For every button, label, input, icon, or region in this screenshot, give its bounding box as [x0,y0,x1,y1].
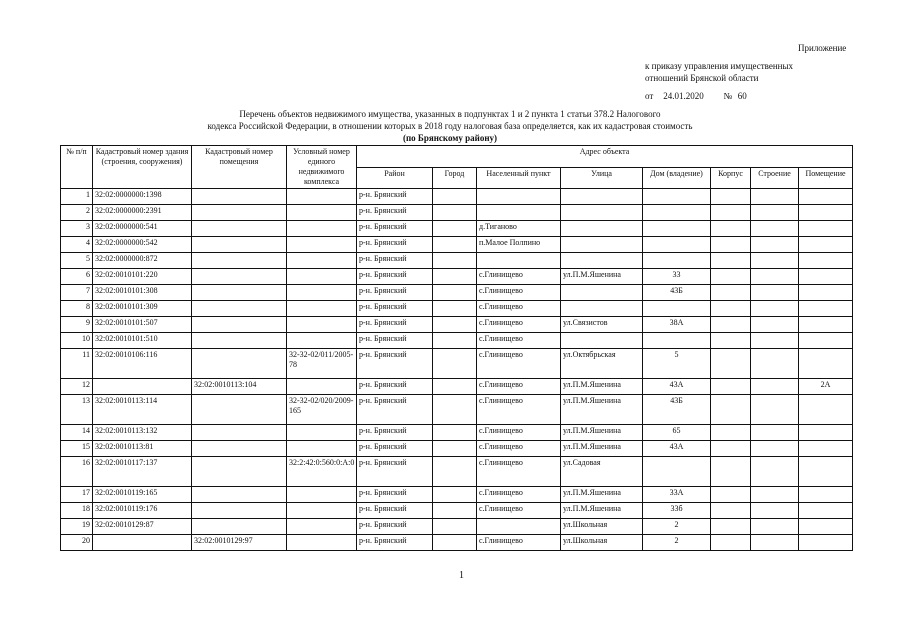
cell-num: 1 [61,189,93,205]
header-district: Район [357,167,433,189]
cell-num: 7 [61,285,93,301]
cell-city [433,333,477,349]
cell-district: р-н. Брянский [357,301,433,317]
cell-cad-building: 32:02:0000000:541 [93,221,192,237]
cell-district: р-н. Брянский [357,395,433,425]
cell-city [433,285,477,301]
cell-house [643,301,711,317]
cell-korpus [711,535,751,551]
cell-locality: с.Глинищево [477,269,561,285]
table-row [61,237,853,253]
cell-cond-num: 32:2:42:0:560:0:А:0 [287,457,357,487]
header-room: Помещение [799,167,853,189]
cell-cond-num [287,425,357,441]
cell-district: р-н. Брянский [357,189,433,205]
cell-cad-building: 32:02:0010101:308 [93,285,192,301]
cell-building [751,379,799,395]
cell-building [751,189,799,205]
cell-building [751,395,799,425]
cell-street [561,285,643,301]
cell-street: ул.П.М.Яшенина [561,379,643,395]
cell-cad-room [192,269,287,285]
cell-korpus [711,221,751,237]
header-locality: Населенный пункт [477,167,561,189]
cell-city [433,253,477,269]
cell-district: р-н. Брянский [357,457,433,487]
cell-cad-room [192,487,287,503]
cell-locality: с.Глинищево [477,301,561,317]
cell-room [799,503,853,519]
cell-cad-room [192,189,287,205]
cell-cond-num [287,535,357,551]
cell-num: 12 [61,379,93,395]
table-row [61,441,853,457]
table-row [61,487,853,503]
table-row [61,503,853,519]
cell-cad-room [192,349,287,379]
cell-cad-room [192,333,287,349]
cell-city [433,301,477,317]
property-table [60,145,853,551]
cell-cad-building: 32:02:0010119:165 [93,487,192,503]
cell-building [751,333,799,349]
cell-cad-building: 32:02:0010119:176 [93,503,192,519]
cell-num: 11 [61,349,93,379]
cell-room [799,221,853,237]
table-row [61,379,853,395]
cell-locality: д.Тиганово [477,221,561,237]
cell-cad-building: 32:02:0010113:81 [93,441,192,457]
cell-city [433,189,477,205]
cell-city [433,503,477,519]
cell-building [751,487,799,503]
cell-street [561,205,643,221]
cell-room [799,317,853,333]
cell-house: 2 [643,535,711,551]
table-row [61,253,853,269]
table-row [61,457,853,487]
cell-room [799,425,853,441]
cell-room [799,441,853,457]
order-date-line [645,90,793,102]
cell-city [433,379,477,395]
cell-house: 43А [643,379,711,395]
cell-house [643,253,711,269]
cell-room [799,189,853,205]
cell-house: 33 [643,269,711,285]
table-body [61,189,853,551]
cell-building [751,237,799,253]
cell-room [799,535,853,551]
order-reference [645,60,793,102]
cell-street: ул.Связистов [561,317,643,333]
cell-building [751,535,799,551]
cell-cond-num [287,285,357,301]
cell-house: 2 [643,519,711,535]
cell-house: 43А [643,441,711,457]
cell-korpus [711,285,751,301]
header-house: Дом (владение) [643,167,711,189]
table-row [61,349,853,379]
cell-city [433,487,477,503]
cell-cad-room [192,441,287,457]
cell-house [643,333,711,349]
cell-city [433,221,477,237]
cell-cad-building [93,535,192,551]
order-date: 24.01.2020 [663,91,704,101]
cell-num: 10 [61,333,93,349]
cell-city [433,269,477,285]
cell-cond-num [287,237,357,253]
table-row [61,301,853,317]
cell-street [561,221,643,237]
cell-building [751,205,799,221]
table-row [61,269,853,285]
cell-building [751,457,799,487]
cell-building [751,349,799,379]
header-street: Улица [561,167,643,189]
cell-locality: с.Глинищево [477,457,561,487]
cell-district: р-н. Брянский [357,269,433,285]
cell-num: 13 [61,395,93,425]
cell-korpus [711,301,751,317]
cell-num: 16 [61,457,93,487]
cell-cad-room [192,519,287,535]
cell-room [799,301,853,317]
cell-cad-building: 32:02:0010101:220 [93,269,192,285]
cell-cond-num: 32-32-02/020/2009-165 [287,395,357,425]
cell-num: 14 [61,425,93,441]
cell-house: 43Б [643,395,711,425]
cell-cad-room [192,221,287,237]
cell-cad-building: 32:02:0010106:116 [93,349,192,379]
cell-room [799,333,853,349]
cell-district: р-н. Брянский [357,349,433,379]
cell-district: р-н. Брянский [357,379,433,395]
cell-korpus [711,457,751,487]
cell-building [751,285,799,301]
cell-locality: с.Глинищево [477,379,561,395]
cell-num: 4 [61,237,93,253]
cell-street [561,333,643,349]
cell-num: 8 [61,301,93,317]
appendix-label: Приложение [798,43,847,53]
cell-street: ул.П.М.Яшенина [561,395,643,425]
cell-street: ул.П.М.Яшенина [561,441,643,457]
cell-korpus [711,317,751,333]
cell-room [799,253,853,269]
cell-korpus [711,425,751,441]
cell-cad-building: 32:02:0010101:510 [93,333,192,349]
cell-cad-building: 32:02:0000000:1398 [93,189,192,205]
cell-district: р-н. Брянский [357,519,433,535]
cell-house: 5 [643,349,711,379]
cell-street [561,253,643,269]
cell-cad-room [192,285,287,301]
cell-locality [477,189,561,205]
cell-district: р-н. Брянский [357,441,433,457]
cell-cad-building: 32:02:0000000:2391 [93,205,192,221]
cell-street [561,237,643,253]
cell-city [433,441,477,457]
cell-room [799,205,853,221]
cell-korpus [711,269,751,285]
header-num: № п/п [61,146,93,189]
cell-cond-num [287,205,357,221]
document-title [150,108,750,144]
order-number: 60 [737,91,747,101]
cell-cad-building: 32:02:0000000:542 [93,237,192,253]
cell-room [799,457,853,487]
cell-house [643,457,711,487]
cell-cad-room [192,395,287,425]
cell-district: р-н. Брянский [357,221,433,237]
cell-room: 2А [799,379,853,395]
cell-korpus [711,441,751,457]
cell-cond-num [287,379,357,395]
cell-building [751,503,799,519]
cell-cad-room [192,301,287,317]
cell-cond-num [287,317,357,333]
cell-district: р-н. Брянский [357,253,433,269]
cell-num: 18 [61,503,93,519]
cell-house [643,189,711,205]
cell-locality: с.Глинищево [477,503,561,519]
cell-building [751,301,799,317]
cell-cad-room: 32:02:0010113:104 [192,379,287,395]
header-address: Адрес объекта [357,146,853,168]
cell-building [751,269,799,285]
cell-room [799,237,853,253]
cell-street [561,301,643,317]
cell-street: ул.Октябрьская [561,349,643,379]
cell-cad-room [192,253,287,269]
cell-cond-num [287,253,357,269]
cell-house: 33б [643,503,711,519]
cell-city [433,395,477,425]
title-line-3: (по Брянскому району) [402,133,498,143]
cell-cond-num [287,333,357,349]
cell-cond-num [287,189,357,205]
cell-locality: с.Глинищево [477,285,561,301]
header-building: Строение [751,167,799,189]
cell-city [433,237,477,253]
cell-house: 65 [643,425,711,441]
cell-house [643,221,711,237]
cell-cad-room [192,503,287,519]
table-row [61,221,853,237]
header-city: Город [433,167,477,189]
cell-district: р-н. Брянский [357,237,433,253]
cell-num: 15 [61,441,93,457]
cell-city [433,317,477,333]
cell-house [643,205,711,221]
cell-korpus [711,349,751,379]
cell-locality: с.Глинищево [477,441,561,457]
table-row [61,205,853,221]
cell-cad-building: 32:02:0010117:137 [93,457,192,487]
cell-district: р-н. Брянский [357,425,433,441]
cell-cond-num [287,269,357,285]
cell-cond-num [287,221,357,237]
header-cond-num: Условный номер единого недвижимого комплекса [287,146,357,189]
cell-street: ул.Школьная [561,519,643,535]
table-row [61,285,853,301]
cell-locality: с.Глинищево [477,425,561,441]
cell-room [799,487,853,503]
table-row [61,395,853,425]
cell-city [433,205,477,221]
cell-korpus [711,487,751,503]
cell-korpus [711,237,751,253]
cell-locality: п.Малое Полпино [477,237,561,253]
cell-building [751,317,799,333]
order-from-label: от [645,91,654,101]
cell-locality [477,253,561,269]
table-row [61,333,853,349]
cell-house: 38А [643,317,711,333]
cell-building [751,441,799,457]
cell-korpus [711,503,751,519]
table-row [61,317,853,333]
cell-cond-num [287,487,357,503]
table-row [61,535,853,551]
cell-cond-num [287,441,357,457]
order-number-label: № [723,91,733,101]
header-cad-building: Кадастровый номер здания (строения, сооружения) [93,146,192,189]
cell-district: р-н. Брянский [357,535,433,551]
cell-city [433,457,477,487]
cell-district: р-н. Брянский [357,205,433,221]
table-row [61,425,853,441]
cell-korpus [711,379,751,395]
title-line-2: кодекса Российской Федерации, в отношении которых в 2018 году налоговая база определяется, как их кадастровая стоимость [207,121,693,131]
cell-district: р-н. Брянский [357,285,433,301]
cell-room [799,285,853,301]
page-number: 1 [459,570,464,581]
order-line-1: к приказу управления имущественных [645,61,794,71]
cell-cad-building: 32:02:0010101:507 [93,317,192,333]
table-row [61,189,853,205]
cell-locality: с.Глинищево [477,333,561,349]
cell-cond-num [287,301,357,317]
cell-locality: с.Глинищево [477,317,561,333]
cell-cad-room: 32:02:0010129:97 [192,535,287,551]
cell-street: ул.Садовая [561,457,643,487]
cell-building [751,221,799,237]
cell-street: ул.П.М.Яшенина [561,503,643,519]
cell-street: ул.Школьная [561,535,643,551]
cell-cad-building: 32:02:0000000:872 [93,253,192,269]
cell-room [799,395,853,425]
cell-locality: с.Глинищево [477,487,561,503]
cell-korpus [711,333,751,349]
cell-locality [477,205,561,221]
cell-building [751,519,799,535]
table-row [61,519,853,535]
cell-locality [477,519,561,535]
cell-district: р-н. Брянский [357,333,433,349]
cell-city [433,425,477,441]
cell-cad-building: 32:02:0010129:87 [93,519,192,535]
cell-street: ул.П.М.Яшенина [561,487,643,503]
cell-building [751,253,799,269]
cell-cad-building: 32:02:0010113:132 [93,425,192,441]
cell-num: 20 [61,535,93,551]
cell-num: 6 [61,269,93,285]
title-line-1: Перечень объектов недвижимого имущества, указанных в подпунктах 1 и 2 пункта 1 статьи 378.2 Налогового [239,109,661,119]
cell-korpus [711,253,751,269]
cell-cond-num [287,519,357,535]
cell-num: 19 [61,519,93,535]
cell-cad-building [93,379,192,395]
cell-cond-num: 32-32-02/011/2005-78 [287,349,357,379]
cell-korpus [711,189,751,205]
cell-room [799,269,853,285]
cell-cad-room [192,317,287,333]
cell-locality: с.Глинищево [477,395,561,425]
cell-num: 9 [61,317,93,333]
cell-cad-room [192,205,287,221]
cell-korpus [711,519,751,535]
cell-locality: с.Глинищево [477,349,561,379]
cell-cad-room [192,425,287,441]
cell-district: р-н. Брянский [357,487,433,503]
cell-num: 5 [61,253,93,269]
cell-district: р-н. Брянский [357,503,433,519]
cell-korpus [711,395,751,425]
cell-locality: с.Глинищево [477,535,561,551]
cell-house [643,237,711,253]
cell-house: 43Б [643,285,711,301]
cell-cad-room [192,237,287,253]
cell-korpus [711,205,751,221]
cell-building [751,425,799,441]
cell-num: 17 [61,487,93,503]
cell-cad-building: 32:02:0010101:309 [93,301,192,317]
cell-room [799,519,853,535]
cell-district: р-н. Брянский [357,317,433,333]
cell-street: ул.П.М.Яшенина [561,425,643,441]
cell-city [433,349,477,379]
cell-cad-building: 32:02:0010113:114 [93,395,192,425]
cell-street: ул.П.М.Яшенина [561,269,643,285]
cell-street [561,189,643,205]
cell-cond-num [287,503,357,519]
header-korpus: Корпус [711,167,751,189]
cell-city [433,519,477,535]
cell-num: 2 [61,205,93,221]
cell-city [433,535,477,551]
cell-house: 33А [643,487,711,503]
cell-room [799,349,853,379]
header-cad-room: Кадастровый номер помещения [192,146,287,189]
order-line-2: отношений Брянской области [645,73,759,83]
cell-cad-room [192,457,287,487]
cell-num: 3 [61,221,93,237]
